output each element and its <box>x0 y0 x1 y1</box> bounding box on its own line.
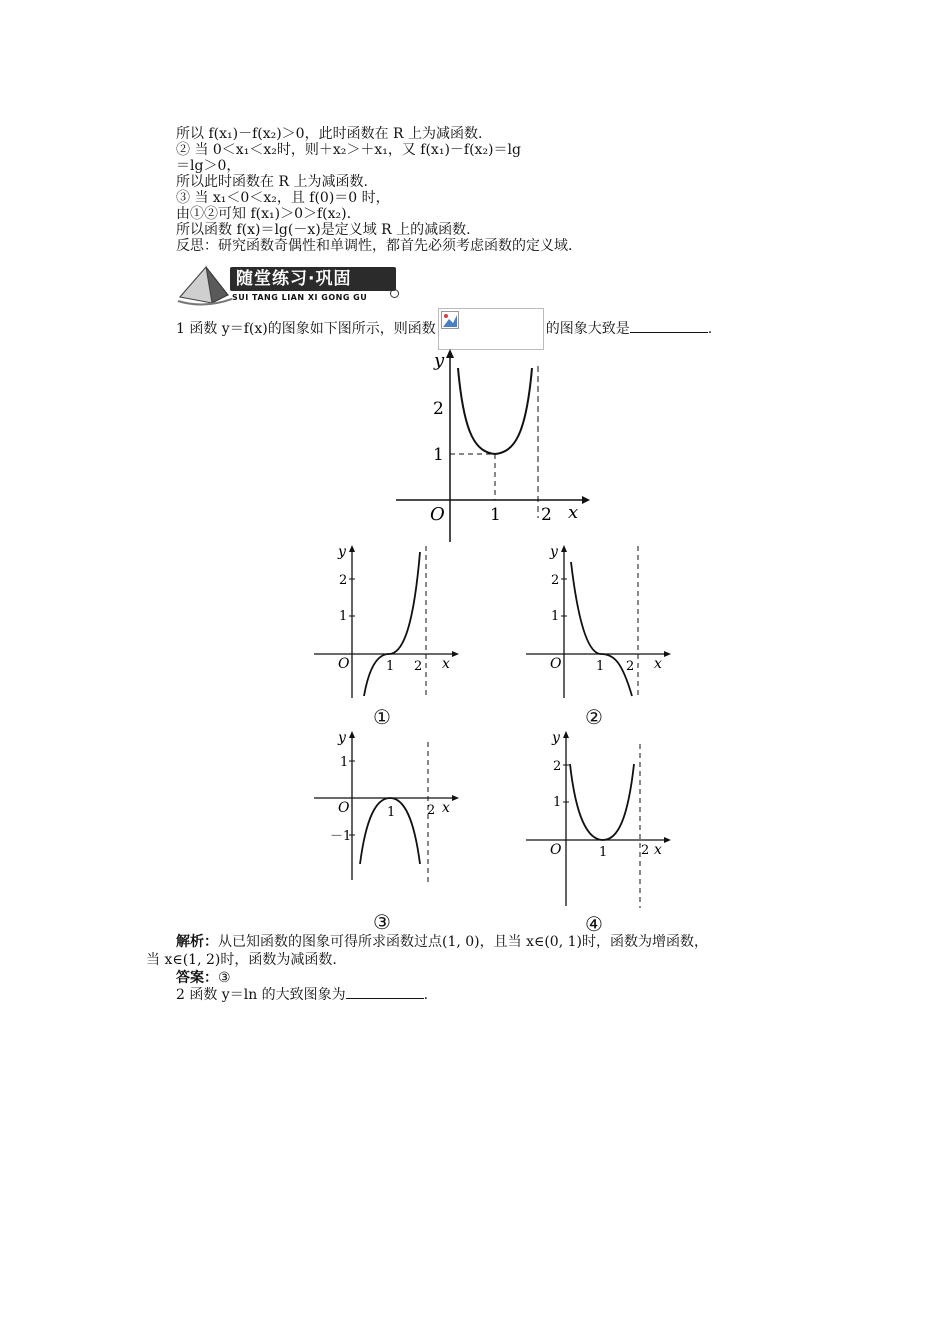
graph-2-curve <box>571 562 635 696</box>
main-tick-y1: 1 <box>433 445 444 465</box>
text-line-2: ② 当 0＜x₁＜x₂时，则＋x₂＞＋x₁，又 f(x₁)－f(x₂)＝lg <box>176 142 521 158</box>
banner-title: 随堂练习·巩固 <box>230 267 396 291</box>
graph-4-tick-x2: 2 <box>641 843 650 858</box>
main-x-label: x <box>568 502 579 523</box>
answer-label: 答案： <box>176 970 218 986</box>
graph-4-origin: O <box>550 842 562 858</box>
graph-3-x-label: x <box>442 800 450 816</box>
question-1-suffix: 的图象大致是 <box>545 321 630 337</box>
text-line-4: 所以此时函数在 R 上为减函数. <box>176 174 368 190</box>
graph-3 <box>310 728 460 888</box>
broken-image-icon <box>441 311 459 329</box>
answer-blank-2 <box>346 986 424 999</box>
question-1 <box>176 308 712 350</box>
graph-1-tick-y2: 2 <box>339 573 348 588</box>
answer-line <box>176 970 231 986</box>
graph-2-tick-x2: 2 <box>626 659 635 674</box>
graph-3-tick-x1: 1 <box>387 805 396 820</box>
analysis-label: 解析： <box>176 934 218 950</box>
graph-4-curve <box>570 764 634 840</box>
graph-2-tick-y1: 1 <box>551 609 560 624</box>
graph-3-tick-ym1: －1 <box>330 829 352 844</box>
graph-1-x-label: x <box>442 656 450 672</box>
analysis-text-1: 从已知函数的图象可得所求函数过点(1, 0)，且当 x∈(0, 1)时，函数为增函数， <box>218 934 708 950</box>
text-line-5: ③ 当 x₁＜0＜x₂，且 f(0)＝0 时， <box>176 190 390 206</box>
graph-4-tick-y2: 2 <box>553 759 562 774</box>
main-y-arrow <box>446 349 454 358</box>
text-line-6: 由①②可知 f(x₁)＞0＞f(x₂). <box>176 206 352 222</box>
graph-4-tick-x1: 1 <box>599 845 608 860</box>
question-2 <box>176 986 428 1003</box>
main-curve <box>458 368 532 454</box>
graph-1-number: ① <box>373 705 391 729</box>
graph-4-number: ④ <box>585 912 603 936</box>
text-line-8: 反思：研究函数奇偶性和单调性，都首先必须考虑函数的定义域. <box>176 238 573 254</box>
graph-4-y-label: y <box>552 730 560 746</box>
question-1-prefix: 1 函数 y＝f(x)的图象如下图所示，则函数 <box>176 321 436 337</box>
main-tick-y2: 2 <box>433 399 444 419</box>
graph-2-tick-y2: 2 <box>551 573 560 588</box>
graph-2-y-label: y <box>550 544 558 560</box>
graph-3-tick-x2: 2 <box>427 803 436 818</box>
graph-2-number: ② <box>585 705 603 729</box>
text-line-1: 所以 f(x₁)－f(x₂)＞0，此时函数在 R 上为减函数. <box>176 126 483 142</box>
question-2-end: . <box>423 987 429 1003</box>
text-line-3: ＝lg＞0， <box>176 158 241 174</box>
main-graph <box>390 346 590 546</box>
main-origin-label: O <box>430 504 445 525</box>
question-1-end: . <box>707 321 713 337</box>
main-tick-x2: 2 <box>541 505 552 525</box>
graph-2-tick-x1: 1 <box>596 659 605 674</box>
graph-2 <box>522 542 672 702</box>
banner-subtitle: SUI TANG LIAN XI GONG GU <box>232 293 368 302</box>
main-y-label: y <box>434 350 445 371</box>
banner-dot <box>390 289 399 298</box>
graph-1-tick-x2: 2 <box>414 659 423 674</box>
graph-1-tick-y1: 1 <box>339 609 348 624</box>
graph-1-y-label: y <box>338 544 346 560</box>
answer-blank-1 <box>630 320 708 333</box>
pyramid-icon <box>176 265 232 307</box>
graph-3-number: ③ <box>373 910 391 934</box>
graph-1-tick-x1: 1 <box>386 659 395 674</box>
graph-4-x-label: x <box>654 842 662 858</box>
main-tick-x1: 1 <box>490 505 501 525</box>
graph-3-origin: O <box>338 800 350 816</box>
graph-2-x-label: x <box>654 656 662 672</box>
graph-2-origin: O <box>550 656 562 672</box>
graph-1-origin: O <box>338 656 350 672</box>
answer-value: ③ <box>218 970 231 986</box>
formula-image-placeholder <box>438 308 544 350</box>
graph-1-curve <box>364 552 423 696</box>
graph-3-tick-y1: 1 <box>340 755 349 770</box>
graph-4 <box>522 728 672 910</box>
graph-4-tick-y1: 1 <box>553 795 562 810</box>
main-x-arrow <box>582 496 590 504</box>
section-banner <box>176 265 406 309</box>
question-2-text: 2 函数 y＝ln 的大致图象为 <box>176 987 346 1003</box>
analysis-line-2: 当 x∈(1, 2)时，函数为减函数. <box>146 952 337 968</box>
graph-1 <box>310 542 460 702</box>
text-line-7: 所以函数 f(x)＝lg(－x)是定义域 R 上的减函数. <box>176 222 471 238</box>
analysis-line-1 <box>176 934 708 950</box>
graph-3-y-label: y <box>338 730 346 746</box>
